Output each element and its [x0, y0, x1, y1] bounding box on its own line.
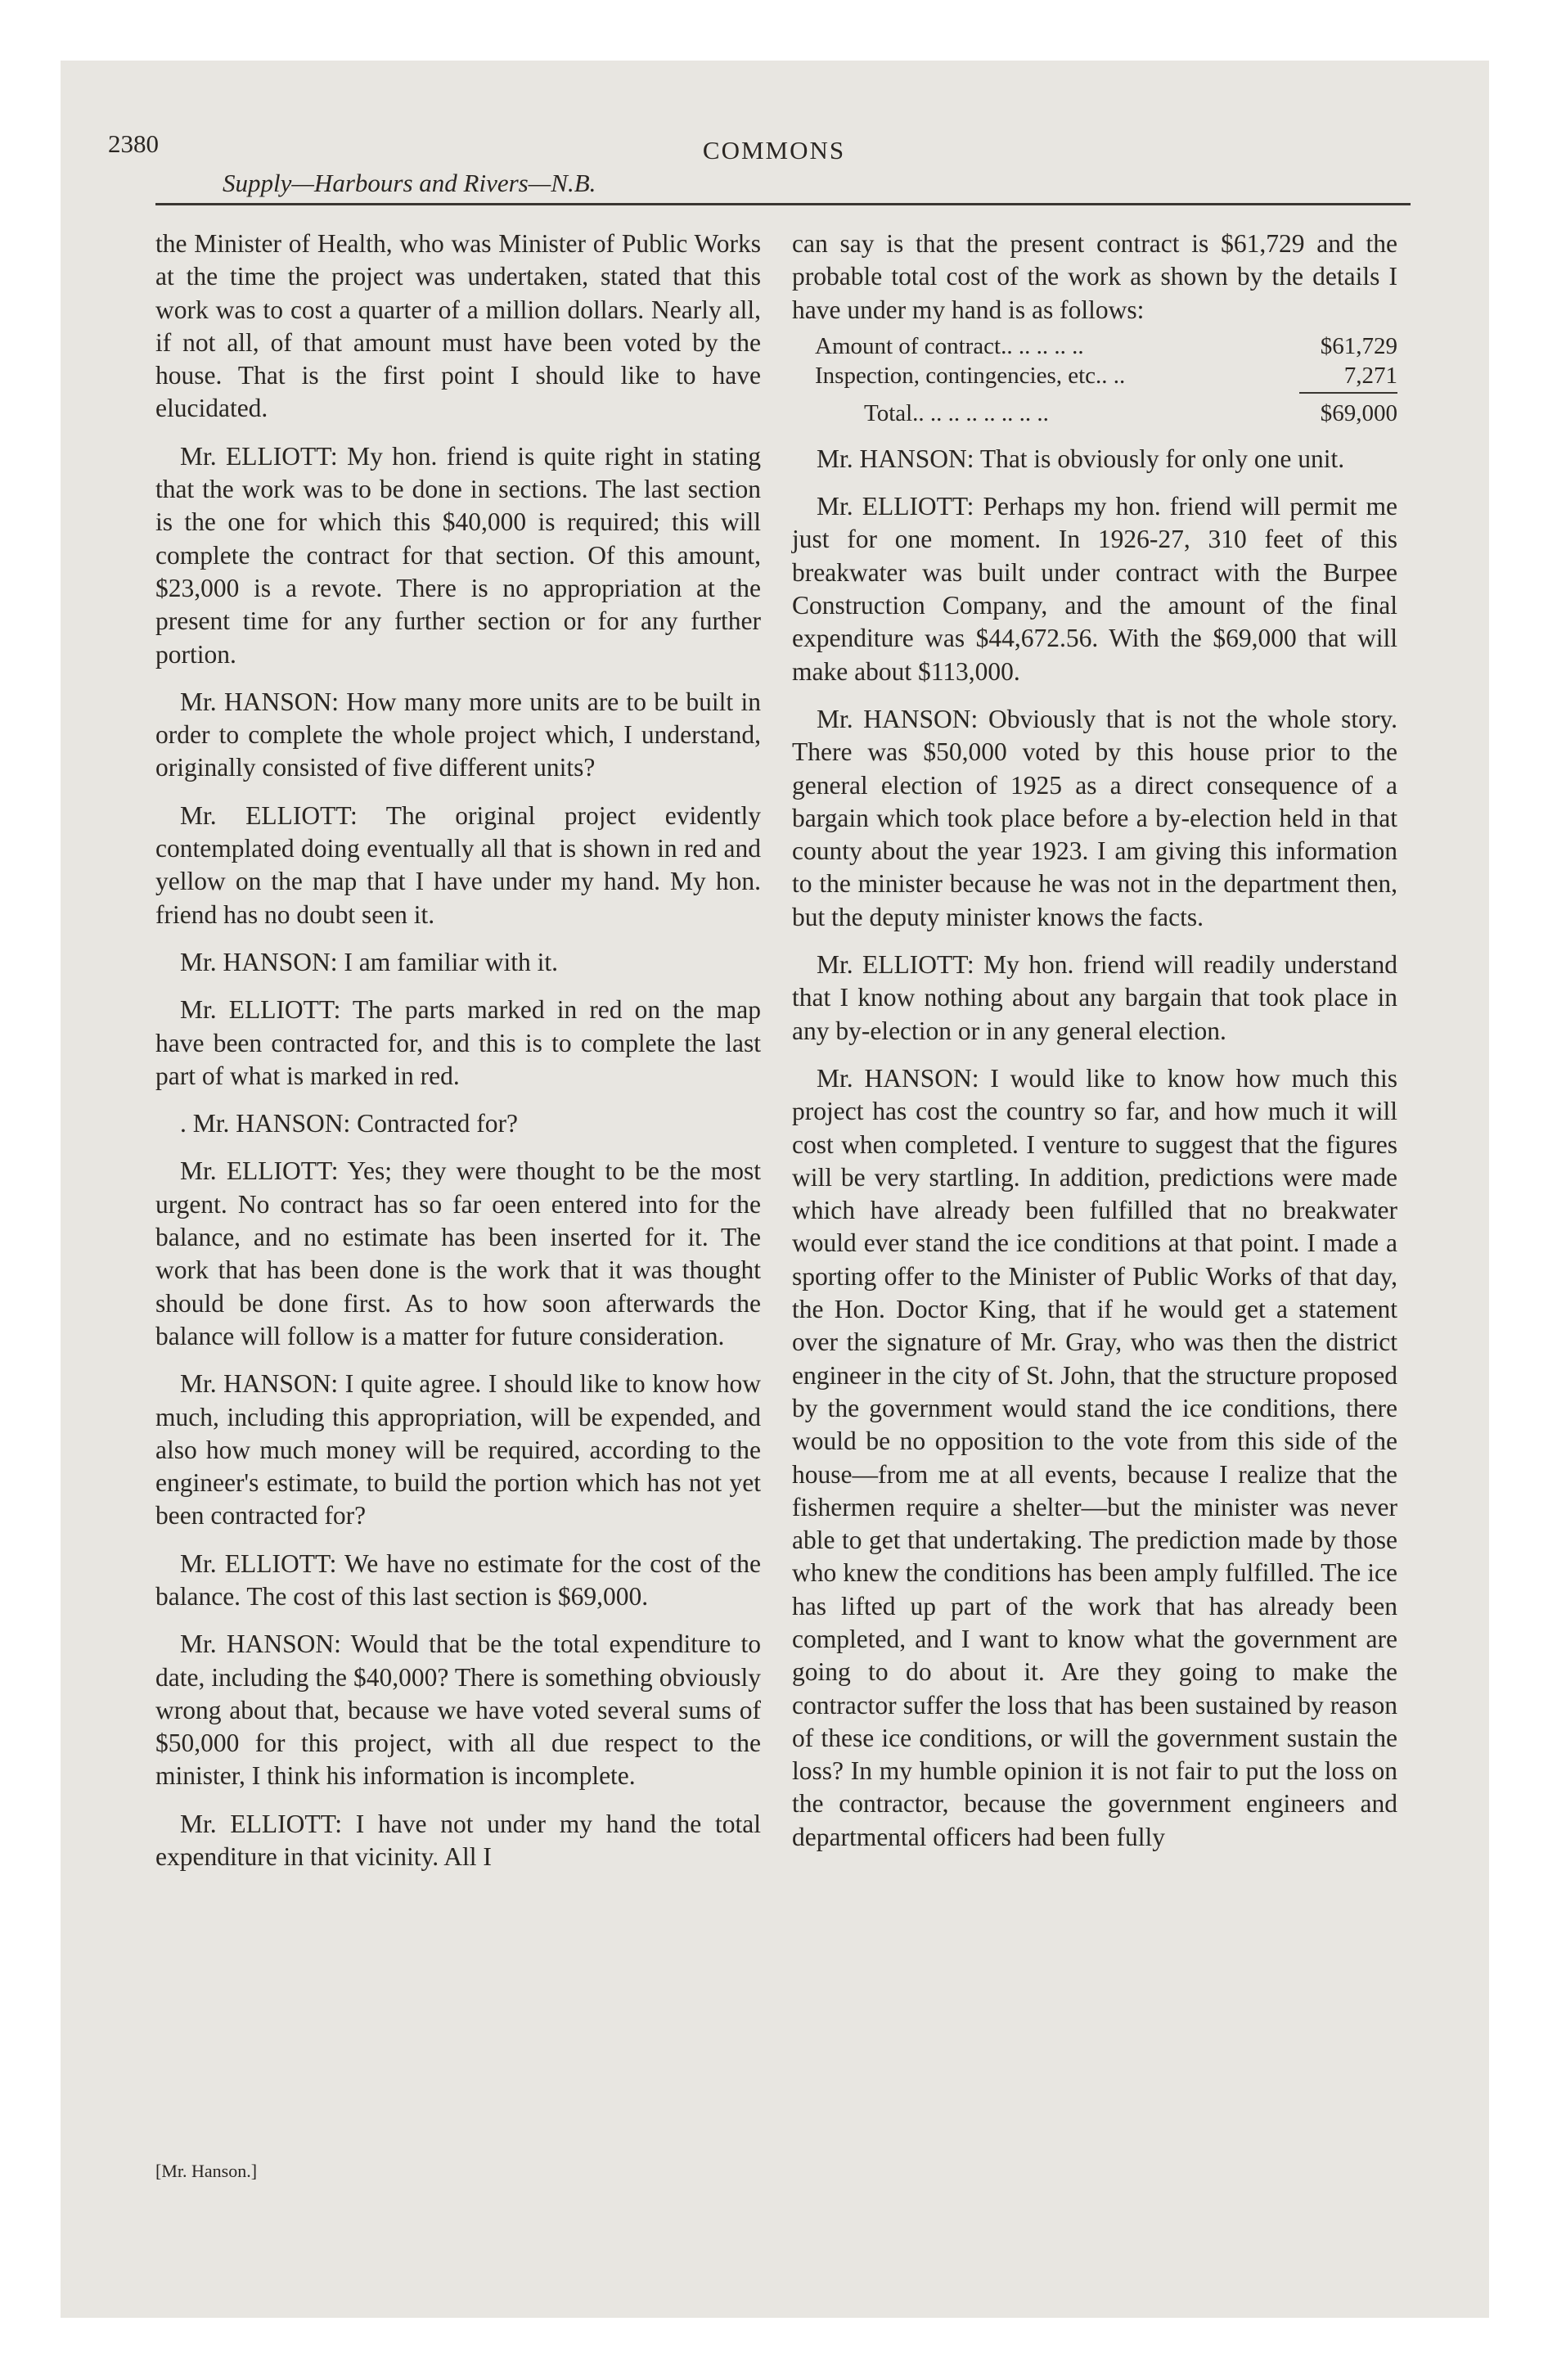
paragraph: Mr. ELLIOTT: My hon. friend is quite right in stating that the work was to be done in sections. The last section is the one for which this $40,000 is required; this will complete the contract for that section. Of this amount, $23,000 is a revote. There is no appropriation at the present time for any further section or for any further portion.	[155, 441, 761, 669]
cost-label: Amount of contract.. .. .. .. ..	[815, 332, 1084, 359]
paragraph: Mr. HANSON: I quite agree. I should like to know how much, including this appropriation, will be expended, and also how much money will be required, according to the engineer's estimate, to build the portion which has not yet been contracted for?	[155, 1369, 761, 1530]
paragraph: Mr. ELLIOTT: The parts marked in red on the map have been contracted for, and this is to complete the last part of what is marked in red.	[155, 995, 761, 1090]
cost-value: 7,271	[1343, 362, 1397, 389]
total-rule	[1299, 392, 1397, 394]
paragraph: . Mr. HANSON: Contracted for?	[180, 1109, 518, 1138]
paragraph: Mr. ELLIOTT: The original project evidently contemplated doing eventually all that is shown in red and yellow on the map that I have under my hand. My hon. friend has no doubt seen it.	[155, 800, 761, 929]
paragraph: can say is that the present contract is $61,729 and the probable total cost of the work as shown by the details I have under my hand is as follows:	[792, 229, 1397, 324]
paragraph: Mr. ELLIOTT: We have no estimate for the cost of the balance. The cost of this last section is $69,000.	[155, 1548, 761, 1611]
paragraph: Mr. HANSON: Would that be the total expenditure to date, including the $40,000? There is something obviously wrong about that, because we have voted several sums of $50,000 for this project, with all due respect to the minister, I think his information is incomplete.	[155, 1629, 761, 1791]
paragraph: Mr. HANSON: That is obviously for only one unit.	[817, 444, 1345, 473]
cost-row	[815, 361, 1397, 390]
total-value: $69,000	[1320, 399, 1397, 426]
paragraph: the Minister of Health, who was Minister of Public Works at the time the project was undertaken, stated that this work was to cost a quarter of a million dollars. Nearly all, if not all, of that amount must have been voted by the house. That is the first point I should like to have elucidated.	[155, 229, 761, 423]
running-subtitle: Supply—Harbours and Rivers—N.B.	[223, 169, 596, 197]
paragraph: Mr. ELLIOTT: I have not under my hand the total expenditure in that vicinity. All I	[155, 1809, 761, 1872]
footer-speaker-note: [Mr. Hanson.]	[155, 2161, 258, 2181]
paragraph: Mr. ELLIOTT: My hon. friend will readily understand that I know nothing about any bargain that took place in any by-election or in any general election.	[792, 950, 1397, 1045]
left-column	[155, 228, 761, 1873]
cost-value: $61,729	[1320, 332, 1397, 359]
paragraph: Mr. HANSON: How many more units are to be built in order to complete the whole project which, I understand, originally consisted of five different units?	[155, 687, 761, 782]
cost-table	[815, 331, 1397, 428]
header-rule	[155, 203, 1411, 205]
page-number: 2380	[108, 129, 159, 158]
paragraph: Mr. ELLIOTT: Yes; they were thought to be the most urgent. No contract has so far oeen entered into for the balance, and no estimate has been inserted for it. The work that has been done is the work that it was thought should be done first. As to how soon afterwards the balance will follow is a matter for future consideration.	[155, 1156, 761, 1350]
paragraph: Mr. HANSON: I would like to know how much this project has cost the country so far, and how much it will cost when completed. I venture to suggest that the figures will be very startling. In addition, predictions were made which have already been fulfilled that no breakwater would ever stand the ice conditions at that point. I made a sporting offer to the Minister of Public Works of that day, the Hon. Doctor King, that if he would get a statement over the signature of Mr. Gray, who was then the district engineer in the city of St. John, that the structure proposed by the government would stand the ice conditions, there would be no opposition to the vote from this side of the house—from me at all events, because I realize that the fishermen require a shelter—but the minister was never able to get that undertaking. The prediction made by those who knew the conditions has been amply fulfilled. The ice has lifted up part of the work that has already been completed, and I want to know what the government are going to do about it. Are they going to make the contractor suffer the loss that has been sustained by reason of these ice conditions, or will the government sustain the loss? In my humble opinion it is not fair to put the loss on the contractor, because the government engineers and departmental officers had been fully	[792, 1063, 1397, 1851]
cost-label: Inspection, contingencies, etc.. ..	[815, 362, 1126, 389]
cost-row	[815, 331, 1397, 361]
paragraph: Mr. ELLIOTT: Perhaps my hon. friend will permit me just for one moment. In 1926-27, 310 feet of this breakwater was built under contract with the Burpee Construction Company, and the amount of the final expenditure was $44,672.56. With the $69,000 that will make about $113,000.	[792, 492, 1397, 686]
paragraph: Mr. HANSON: I am familiar with it.	[180, 947, 558, 976]
right-column	[792, 228, 1397, 1854]
running-title: COMMONS	[702, 136, 846, 165]
total-label: Total.. .. .. .. .. .. .. ..	[864, 399, 1049, 426]
cost-total-row	[815, 399, 1397, 428]
paragraph: Mr. HANSON: Obviously that is not the whole story. There was $50,000 voted by this house prior to the general election of 1925 as a direct consequence of a bargain which took place before a by-election held in that county about the year 1923. I am giving this information to the minister because he was not in the department then, but the deputy minister knows the facts.	[792, 704, 1397, 931]
